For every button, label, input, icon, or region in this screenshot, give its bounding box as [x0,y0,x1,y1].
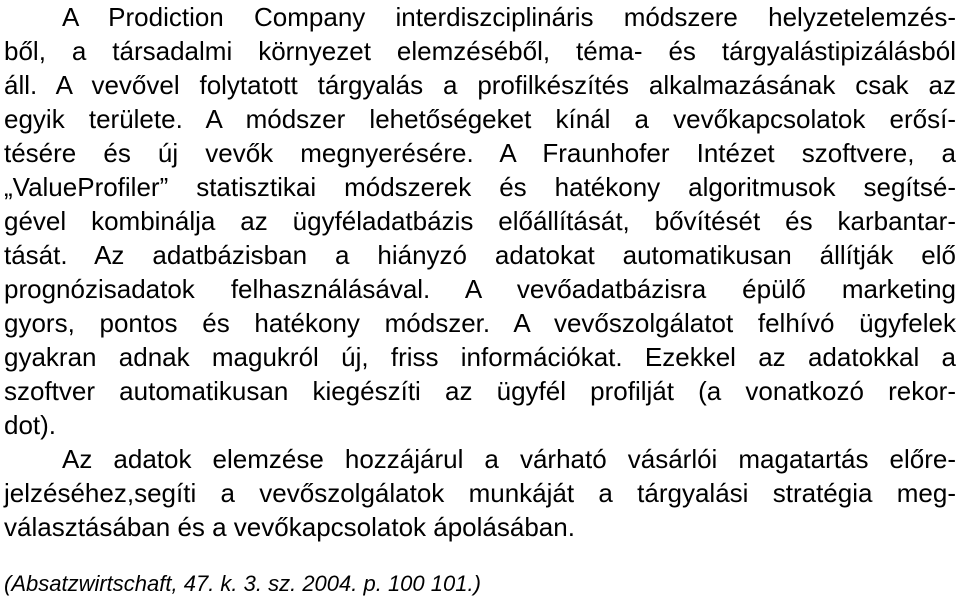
paragraph-1-line-6: „ValueProfiler” statisztikai módszerek és hatékony algoritmusok segítsé- [4,172,956,202]
paragraph-1-line-10: gyors, pontos és hatékony módszer. A vevőszolgálatot felhívó ügyfelek [4,308,956,338]
paragraph-2-line-1: Az adatok elemzése hozzájárul a várható vásárlói magatartás előre- [62,444,956,474]
paragraph-1-line-11: gyakran adnak magukról új, friss információkat. Ezekkel az adatokkal a [4,342,956,372]
paragraph-1-line-8: tását. Az adatbázisban a hiányzó adatokat automatikusan állítják elő [4,240,956,270]
paragraph-1-line-5: tésére és új vevők megnyerésére. A Fraunhofer Intézet szoftvere, a [4,138,956,168]
source-citation: (Absatzwirtschaft, 47. k. 3. sz. 2004. p. 100 101.) [4,571,481,596]
paragraph-1-line-12: szoftver automatikusan kiegészíti az ügyfél profilját (a vonatkozó rekor- [4,376,956,406]
paragraph-2-line-2: jelzéséhez,segíti a vevőszolgálatok munkáját a tárgyalási stratégia meg- [4,478,956,508]
paragraph-1-line-9: prognózisadatok felhasználásával. A vevőadatbázisra épülő marketing [4,274,956,304]
paragraph-1-line-13: dot). [4,410,57,440]
paragraph-2-line-3: választásában és a vevőkapcsolatok ápolásában. [4,512,575,542]
paragraph-1-line-4: egyik területe. A módszer lehetőségeket kínál a vevőkapcsolatok erősí- [4,104,956,134]
paragraph-1-line-1: A Prodiction Company interdiszciplináris módszere helyzetelemzés- [62,2,956,32]
paragraph-1-line-3: áll. A vevővel folytatott tárgyalás a profilkészítés alkalmazásának csak az [4,70,956,100]
paragraph-1-line-7: gével kombinálja az ügyféladatbázis előállítását, bővítését és karbantar- [4,206,956,236]
paragraph-1-line-2: ből, a társadalmi környezet elemzéséből, téma- és tárgyalástipizálásból [4,36,956,66]
